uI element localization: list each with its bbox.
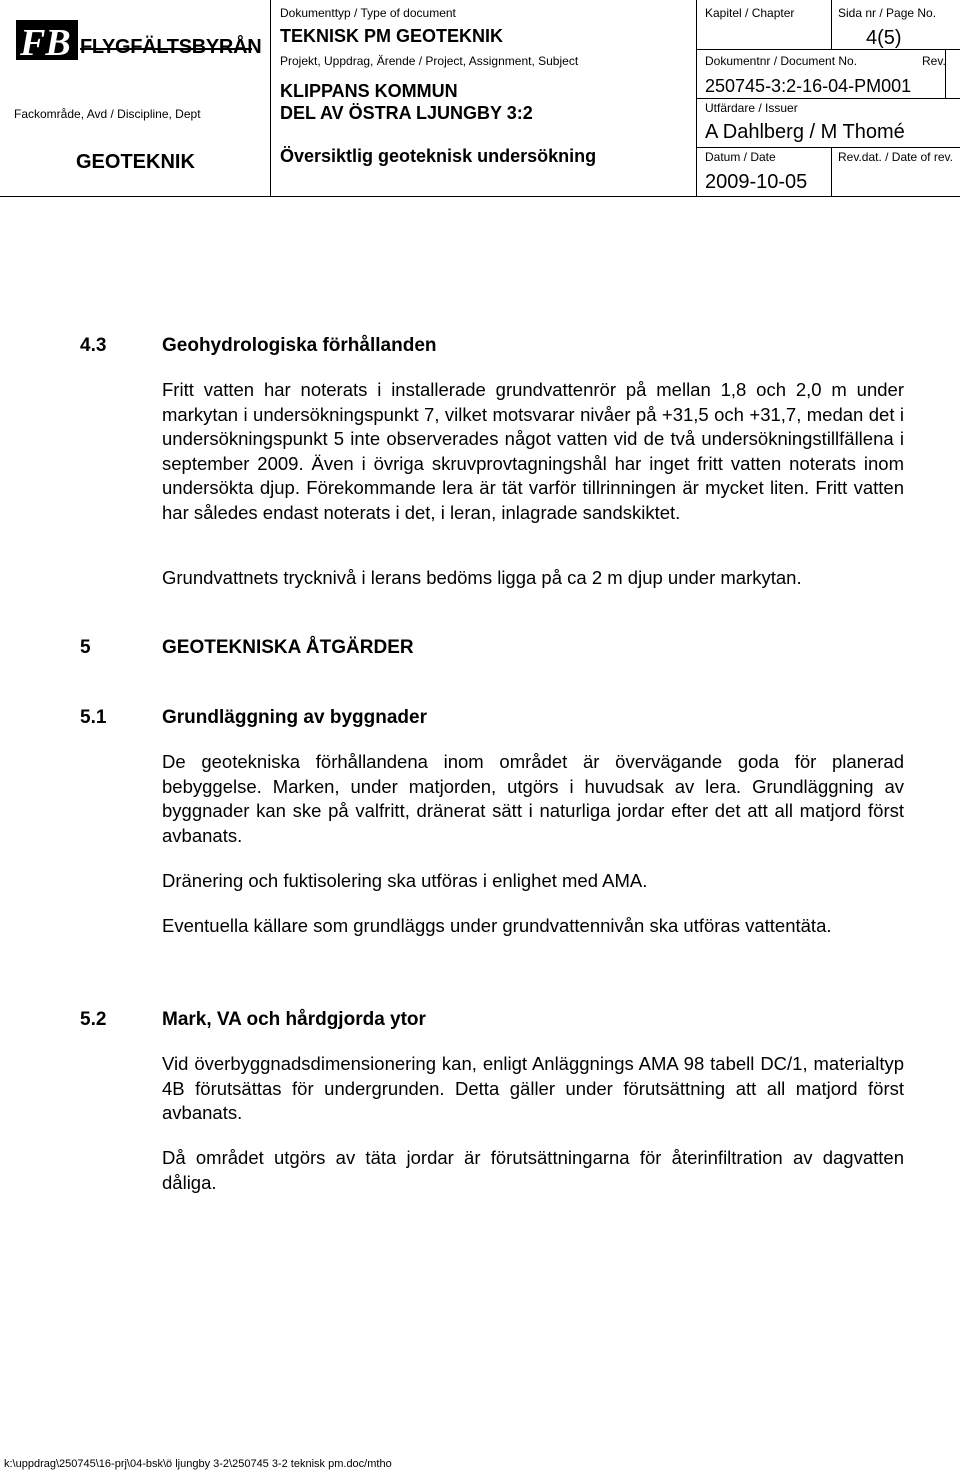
project-line-1: KLIPPANS KOMMUN [280,81,458,101]
date-value: 2009-10-05 [705,171,808,193]
project-label: Projekt, Uppdrag, Ärende / Project, Assignment, Subject [280,54,579,68]
section-title: GEOTEKNISKA ÅTGÄRDER [162,637,414,658]
paragraph: Vid överbyggnadsdimensionering kan, enligt Anläggnings AMA 98 tabell DC/1, materialtyp 4B förutsättas för undergrunden. Detta gäller under förutsättning att all matjord först avbanats. [162,1053,904,1124]
revdate-label: Rev.dat. / Date of rev. [838,150,953,164]
paragraph: Då området utgörs av täta jordar är förutsättningarna för återinfiltration av dagvatten dåliga. [162,1147,904,1193]
file-path-footer: k:\uppdrag\250745\16-prj\04-bsk\ö ljungby 3-2\250745 3-2 teknisk pm.doc/mtho [4,1458,392,1470]
company-name: FLYGFÄLTSBYRÅN [80,36,262,58]
issuer-value: A Dahlberg / M Thomé [705,121,905,143]
docno-label: Dokumentnr / Document No. [705,54,858,68]
doctype-label: Dokumenttyp / Type of document [280,6,456,20]
section-number: 4.3 [80,335,107,356]
chapter-label: Kapitel / Chapter [705,6,795,20]
discipline-value: GEOTEKNIK [76,151,195,173]
section-number: 5.2 [80,1009,107,1030]
paragraph: Fritt vatten har noterats i installerade grundvattenrör på mellan 1,8 och 2,0 m under markytan i undersökningspunkt 7, vilket motsvarar nivåer på +31,5 och +31,7, medan det i undersökningspunkt 5 inte observerades något vatten vid de två undersökningstillfällena i september 2009. Även i övriga skruvprovtagningshål har inget fritt vatten noterats inom undersökta djup. Förekommande lera är tät varför tillrinningen är mycket liten. Fritt vatten har således endast noterats i det, i leran, inlagrade sandskiktet. [162,379,904,523]
section-title: Mark, VA och hårdgjorda ytor [162,1009,426,1030]
paragraph: Grundvattnets trycknivå i lerans bedöms ligga på ca 2 m djup under markytan. [162,567,802,588]
company-logo [14,18,262,68]
doctype-value: TEKNISK PM GEOTEKNIK [280,26,504,46]
paragraph: Eventuella källare som grundläggs under grundvattennivån ska utföras vattentäta. [162,915,832,936]
project-line-2: DEL AV ÖSTRA LJUNGBY 3:2 [280,103,533,123]
page-value: 4(5) [866,27,902,49]
rev-label: Rev. [922,54,946,68]
logo-initials: FB [20,22,71,64]
section-title: Grundläggning av byggnader [162,707,427,728]
docno-value: 250745-3:2-16-04-PM001 [705,76,912,96]
discipline-label: Fackområde, Avd / Discipline, Dept [14,107,201,121]
project-line-3: Översiktlig geoteknisk undersökning [280,146,597,166]
paragraph: Dränering och fuktisolering ska utföras i enlighet med AMA. [162,870,648,891]
issuer-label: Utfärdare / Issuer [705,101,798,115]
section-number: 5.1 [80,707,107,728]
page-label: Sida nr / Page No. [838,6,937,20]
date-label: Datum / Date [705,150,776,164]
section-number: 5 [80,637,91,658]
section-title: Geohydrologiska förhållanden [162,335,437,356]
paragraph: De geotekniska förhållandena inom området är övervägande goda för planerad bebyggelse. Marken, under matjorden, utgörs i huvudsak av lera. Grundläggning av byggnader kan ske på valfritt, dränerat sätt i naturliga jordar efter det att all matjord först avbanats. [162,751,904,846]
